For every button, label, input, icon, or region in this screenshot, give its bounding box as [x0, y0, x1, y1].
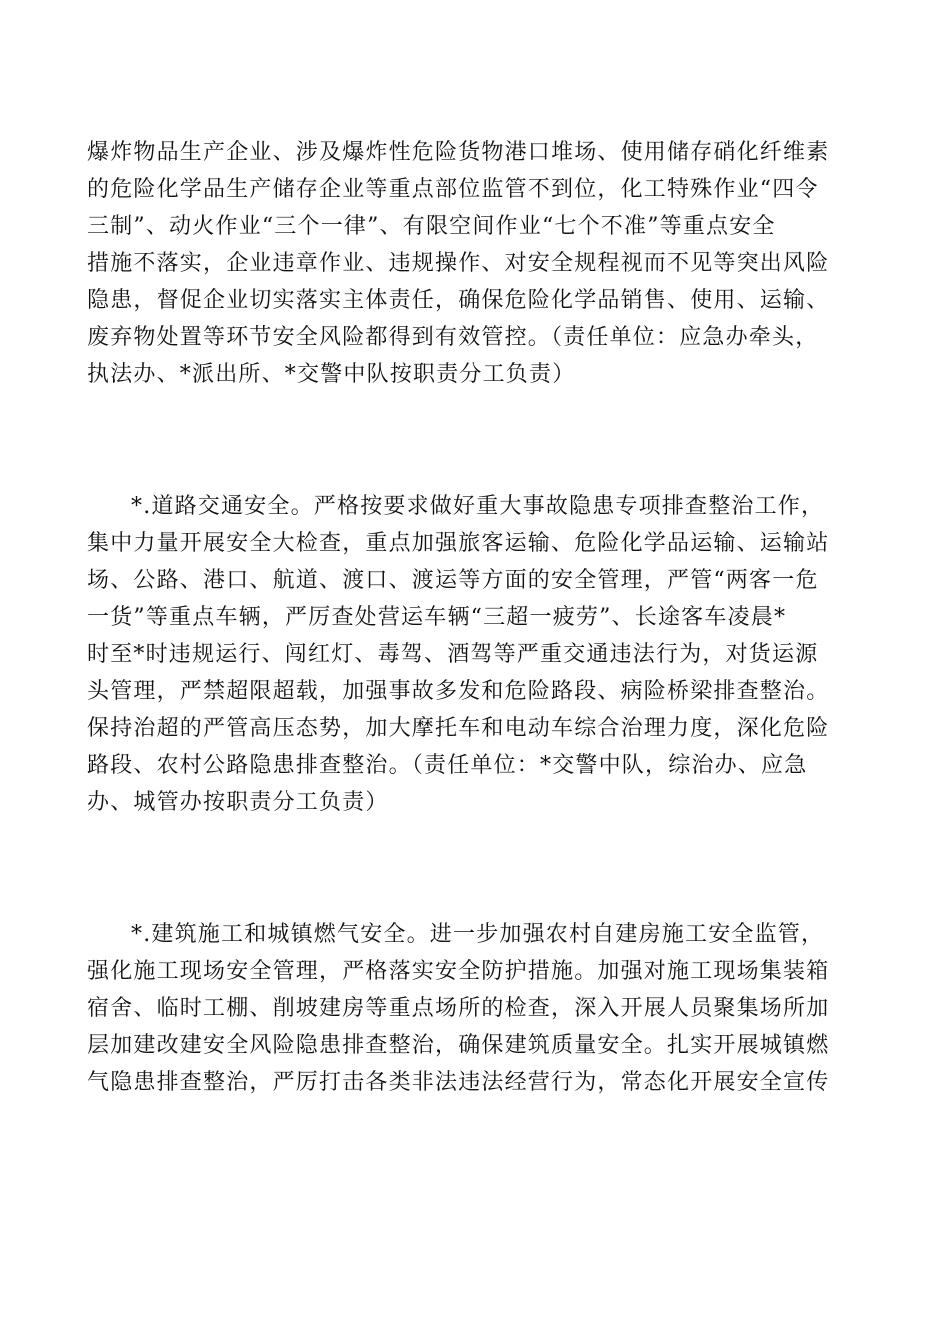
paragraph-line: 三制”、动火作业“三个一律”、有限空间作业“七个不准”等重点安全 — [87, 214, 776, 239]
paragraph-line: 的危险化学品生产储存企业等重点部位监管不到位，化工特殊作业“四令 — [87, 177, 819, 202]
paragraph-road-traffic-safety — [87, 488, 877, 821]
paragraph-line: 爆炸物品生产企业、涉及爆炸性危险货物港口堆场、使用储存硝化纤维素 — [87, 140, 830, 165]
paragraph-line: 废弃物处置等环节安全风险都得到有效管控。（责任单位：应急办牵头， — [87, 325, 819, 350]
paragraph-line: 头管理，严禁超限超载，加强事故多发和危险路段、病险桥梁排查整治。 — [87, 679, 830, 704]
paragraph-line: 保持治超的严管高压态势，加大摩托车和电动车综合治理力度，深化危险 — [87, 716, 830, 741]
paragraph-line: 气隐患排查整治，严厉打击各类非法违法经营行为，常态化开展安全宣传 — [87, 1070, 830, 1095]
paragraph-line: 办、城管办按职责分工负责） — [87, 790, 389, 815]
paragraph-line: 执法办、*派出所、*交警中队按职责分工负责） — [87, 362, 576, 387]
paragraph-line: 措施不落实，企业违章作业、违规操作、对安全规程视而不见等突出风险 — [87, 251, 830, 276]
paragraph-line: 一货”等重点车辆，严厉查处营运车辆“三超一疲劳”、长途客车凌晨* — [87, 605, 787, 630]
paragraph-line: *.道路交通安全。严格按要求做好重大事故隐患专项排查整治工作， — [131, 494, 825, 519]
paragraph-line: 场、公路、港口、航道、渡口、渡运等方面的安全管理，严管“两客一危 — [87, 568, 819, 593]
paragraph-construction-gas-safety — [87, 916, 877, 1101]
paragraph-line: 路段、农村公路隐患排查整治。（责任单位：*交警中队，综治办、应急 — [87, 753, 808, 778]
paragraph-line: *.建筑施工和城镇燃气安全。进一步加强农村自建房施工安全监管， — [131, 922, 825, 947]
paragraph-line: 宿舍、临时工棚、削坡建房等重点场所的检查，深入开展人员聚集场所加 — [87, 996, 830, 1021]
paragraph-line: 层加建改建安全风险隐患排查整治，确保建筑质量安全。扎实开展城镇燃 — [87, 1033, 830, 1058]
paragraph-line: 强化施工现场安全管理，严格落实安全防护措施。加强对施工现场集装箱 — [87, 959, 830, 984]
paragraph-line: 隐患，督促企业切实落实主体责任，确保危险化学品销售、使用、运输、 — [87, 288, 830, 313]
paragraph-hazardous-chemicals — [87, 134, 877, 393]
paragraph-line: 时至*时违规运行、闯红灯、毒驾、酒驾等严重交通违法行为，对货运源 — [87, 642, 819, 667]
paragraph-line: 集中力量开展安全大检查，重点加强旅客运输、危险化学品运输、运输站 — [87, 531, 830, 556]
